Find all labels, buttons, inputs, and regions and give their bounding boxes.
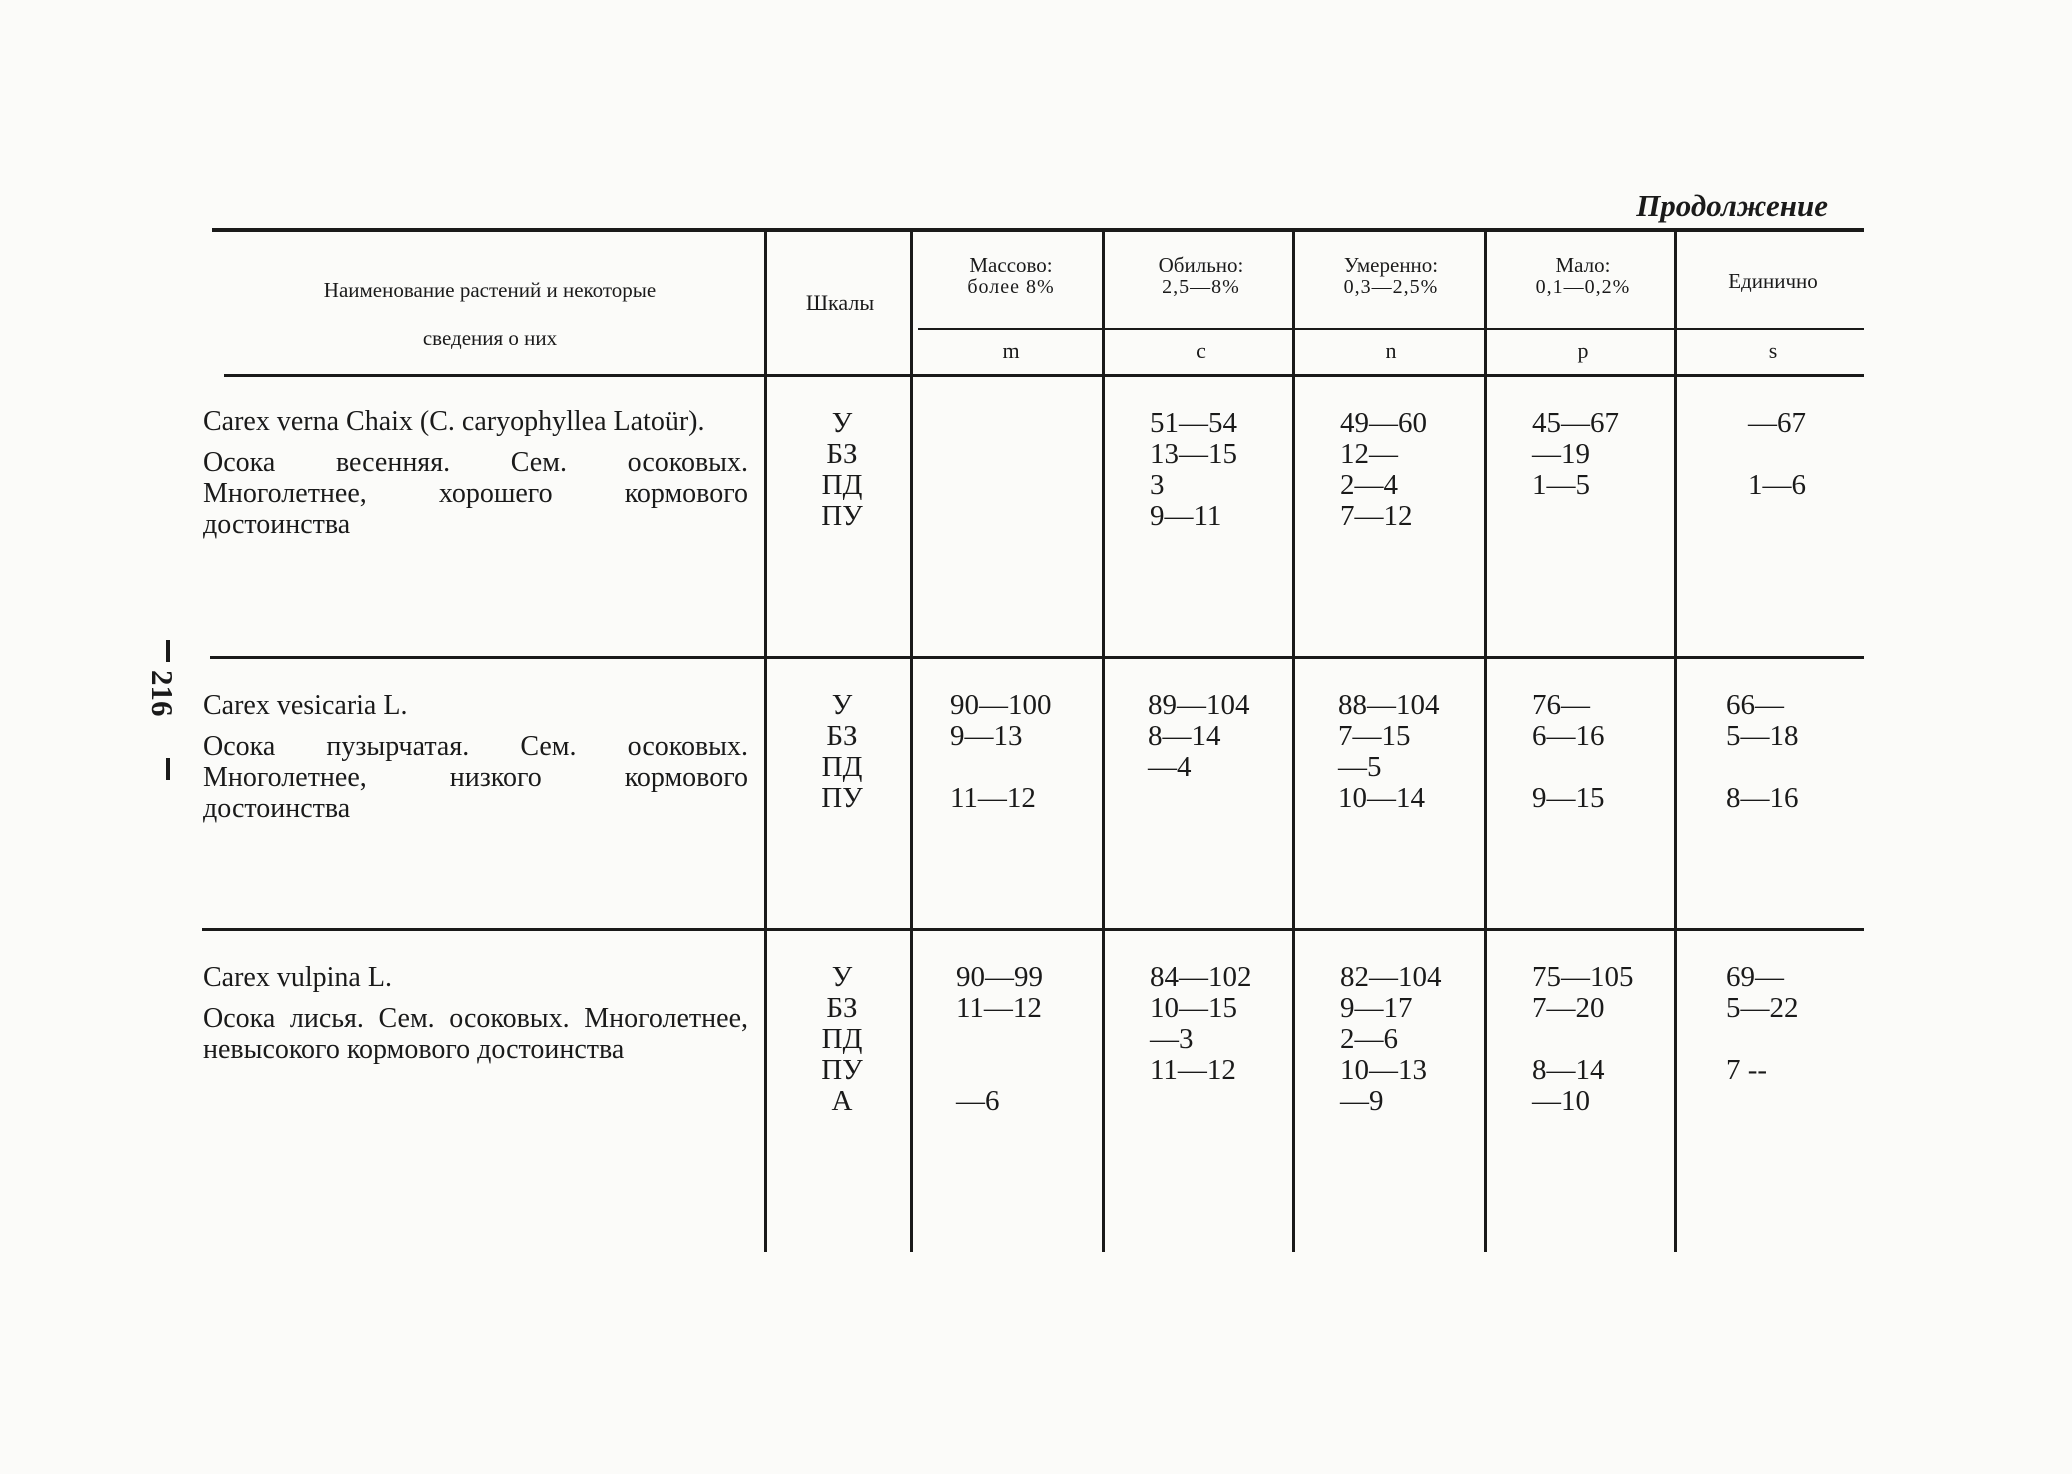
header-group-massive: Массово: более 8%	[967, 253, 1055, 298]
cell-value-line: —3	[1150, 1023, 1194, 1055]
cell-value-line: 10—15	[1150, 992, 1237, 1024]
cell-value-line: 1—5	[1532, 469, 1590, 501]
value-cell-p	[1532, 690, 1605, 814]
plant-latin-name: Carex vesicaria L.	[203, 690, 408, 721]
scales-cell	[792, 408, 892, 532]
cell-value-line: 11—12	[950, 782, 1036, 814]
cell-value-line: ПУ	[821, 1054, 863, 1086]
scales-cell	[792, 962, 892, 1117]
cell-value-line: 7 --	[1726, 1054, 1768, 1086]
header-name-column	[230, 266, 750, 362]
cell-value-line: —6	[956, 1085, 1000, 1117]
cell-value-line: ПД	[821, 751, 863, 783]
row-separator-1	[210, 656, 1864, 659]
cell-value-line: БЗ	[826, 992, 858, 1024]
value-cell-s	[1748, 408, 1806, 532]
cell-value-line	[950, 752, 1052, 783]
header-code-s: s	[1768, 338, 1778, 363]
cell-value-line: 76—	[1532, 689, 1590, 721]
cell-value-line: —10	[1532, 1085, 1590, 1117]
cell-value-line	[1726, 1024, 1799, 1055]
cell-value-line: 7—20	[1532, 992, 1605, 1024]
cell-value-line: 11—12	[1150, 1054, 1236, 1086]
cell-value-line: 11—12	[956, 992, 1042, 1024]
column-rule-4	[1292, 232, 1295, 1252]
cell-value-line: БЗ	[826, 720, 858, 752]
value-cell-m	[958, 408, 965, 532]
cell-value-line: —19	[1532, 438, 1590, 470]
cell-value-line: 8—14	[1148, 720, 1221, 752]
cell-value-line: А	[831, 1085, 853, 1117]
cell-value-line	[958, 408, 965, 439]
value-cell-p	[1532, 408, 1619, 532]
cell-value-line	[1748, 501, 1806, 532]
cell-value-line	[958, 501, 965, 532]
header-scales: Шкалы	[805, 290, 875, 315]
cell-value-line: 9—15	[1532, 782, 1605, 814]
column-rule-3	[1102, 232, 1105, 1252]
cell-value-line: —9	[1340, 1085, 1384, 1117]
table-top-rule	[212, 228, 1864, 232]
cell-value-line: ПД	[821, 1023, 863, 1055]
cell-value-line: 66—	[1726, 689, 1784, 721]
header-group-moderate: Умеренно: 0,3—2,5%	[1343, 253, 1439, 298]
value-cell-n	[1340, 962, 1442, 1117]
plant-description: Осока весенняя. Сем. осоковых. Многолетнее, хорошего кормового достоинства	[203, 447, 748, 540]
header-group-single: Единично	[1728, 269, 1818, 293]
cell-value-line: 6—16	[1532, 720, 1605, 752]
plant-latin-name: Carex vulpina L.	[203, 962, 392, 993]
column-rule-6	[1674, 232, 1677, 1252]
header-name-line-1: Наименование растений и некоторые	[323, 278, 657, 302]
value-cell-n	[1338, 690, 1440, 814]
cell-value-line	[1532, 752, 1605, 783]
cell-value-line: 84—102	[1150, 961, 1252, 993]
cell-value-line	[958, 439, 965, 470]
cell-value-line	[1532, 501, 1619, 532]
cell-value-line: 9—17	[1340, 992, 1413, 1024]
plant-name-cell	[203, 406, 748, 540]
value-cell-m	[956, 962, 1043, 1117]
cell-value-line: 90—100	[950, 689, 1052, 721]
cell-value-line: ПУ	[821, 782, 863, 814]
cell-value-line	[956, 1024, 1043, 1055]
cell-value-line: 8—16	[1726, 782, 1799, 814]
cell-value-line: ПУ	[821, 500, 863, 532]
header-name-line-2: сведения о них	[422, 326, 558, 350]
cell-value-line: —4	[1148, 751, 1192, 783]
cell-value-line: 7—15	[1338, 720, 1411, 752]
cell-value-line: 51—54	[1150, 407, 1237, 439]
cell-value-line	[956, 1055, 1043, 1086]
column-rule-2	[910, 232, 913, 1252]
cell-value-line: 2—4	[1340, 469, 1398, 501]
plant-description: Осока лисья. Сем. осоковых. Многолетнее, невысокого кормового достоинства	[203, 1003, 748, 1065]
header-group-few: Мало: 0,1—0,2%	[1535, 253, 1631, 298]
plant-description: Осока пузырчатая. Сем. осоковых. Многолетнее, низкого кормового достоинства	[203, 731, 748, 824]
value-cell-s	[1726, 962, 1799, 1117]
value-cell-c	[1148, 690, 1250, 814]
cell-value-line: 90—99	[956, 961, 1043, 993]
header-code-m: m	[1002, 338, 1020, 363]
column-rule-5	[1484, 232, 1487, 1252]
scales-cell	[792, 690, 892, 814]
cell-value-line: 5—18	[1726, 720, 1799, 752]
cell-value-line: 89—104	[1148, 689, 1250, 721]
plant-name-cell	[203, 690, 748, 824]
value-cell-m	[950, 690, 1052, 814]
cell-value-line: 45—67	[1532, 407, 1619, 439]
value-cell-c	[1150, 962, 1252, 1117]
cell-value-line: У	[831, 961, 853, 993]
cell-value-line: 12—	[1340, 438, 1398, 470]
cell-value-line: 10—13	[1340, 1054, 1427, 1086]
value-cell-n	[1340, 408, 1427, 532]
cell-value-line: 69—	[1726, 961, 1784, 993]
value-cell-s	[1726, 690, 1799, 814]
cell-value-line: 3	[1150, 469, 1165, 501]
cell-value-line: —5	[1338, 751, 1382, 783]
column-rule-1	[764, 232, 767, 1252]
cell-value-line	[958, 470, 965, 501]
header-code-n: n	[1385, 338, 1397, 363]
cell-value-line: ПД	[821, 469, 863, 501]
header-code-c: c	[1196, 338, 1206, 363]
cell-value-line: У	[831, 689, 853, 721]
header-group-abundant: Обильно: 2,5—8%	[1158, 253, 1244, 298]
cell-value-line: 5—22	[1726, 992, 1799, 1024]
cell-value-line: 1—6	[1748, 469, 1806, 501]
cell-value-line: 82—104	[1340, 961, 1442, 993]
continued-label: Продолжение	[1636, 188, 1828, 223]
cell-value-line: 9—11	[1150, 500, 1222, 532]
cell-value-line	[1726, 752, 1799, 783]
plant-name-cell	[203, 962, 748, 1065]
cell-value-line: 10—14	[1338, 782, 1425, 814]
cell-value-line: 8—14	[1532, 1054, 1605, 1086]
plant-latin-name: Carex verna Chaix (C. caryophyllea Latoür).	[203, 406, 705, 437]
page-number	[140, 640, 200, 780]
cell-value-line: 2—6	[1340, 1023, 1398, 1055]
cell-value-line: 88—104	[1338, 689, 1440, 721]
subheader-rule	[918, 328, 1864, 330]
cell-value-line: 49—60	[1340, 407, 1427, 439]
cell-value-line	[1532, 1024, 1634, 1055]
cell-value-line: 75—105	[1532, 961, 1634, 993]
cell-value-line: 13—15	[1150, 438, 1237, 470]
cell-value-line	[1748, 439, 1806, 470]
cell-value-line	[1148, 783, 1250, 814]
cell-value-line: —67	[1748, 407, 1806, 439]
value-cell-c	[1150, 408, 1237, 532]
cell-value-line	[1150, 1086, 1252, 1117]
row-separator-2	[202, 928, 1864, 931]
cell-value-line: У	[831, 407, 853, 439]
header-bottom-rule	[224, 374, 1864, 377]
cell-value-line: 9—13	[950, 720, 1023, 752]
cell-value-line: БЗ	[826, 438, 858, 470]
cell-value-line: 7—12	[1340, 500, 1413, 532]
value-cell-p	[1532, 962, 1634, 1117]
header-code-p: p	[1577, 338, 1589, 363]
cell-value-line	[1726, 1086, 1799, 1117]
page-number-text: 216	[145, 670, 180, 717]
